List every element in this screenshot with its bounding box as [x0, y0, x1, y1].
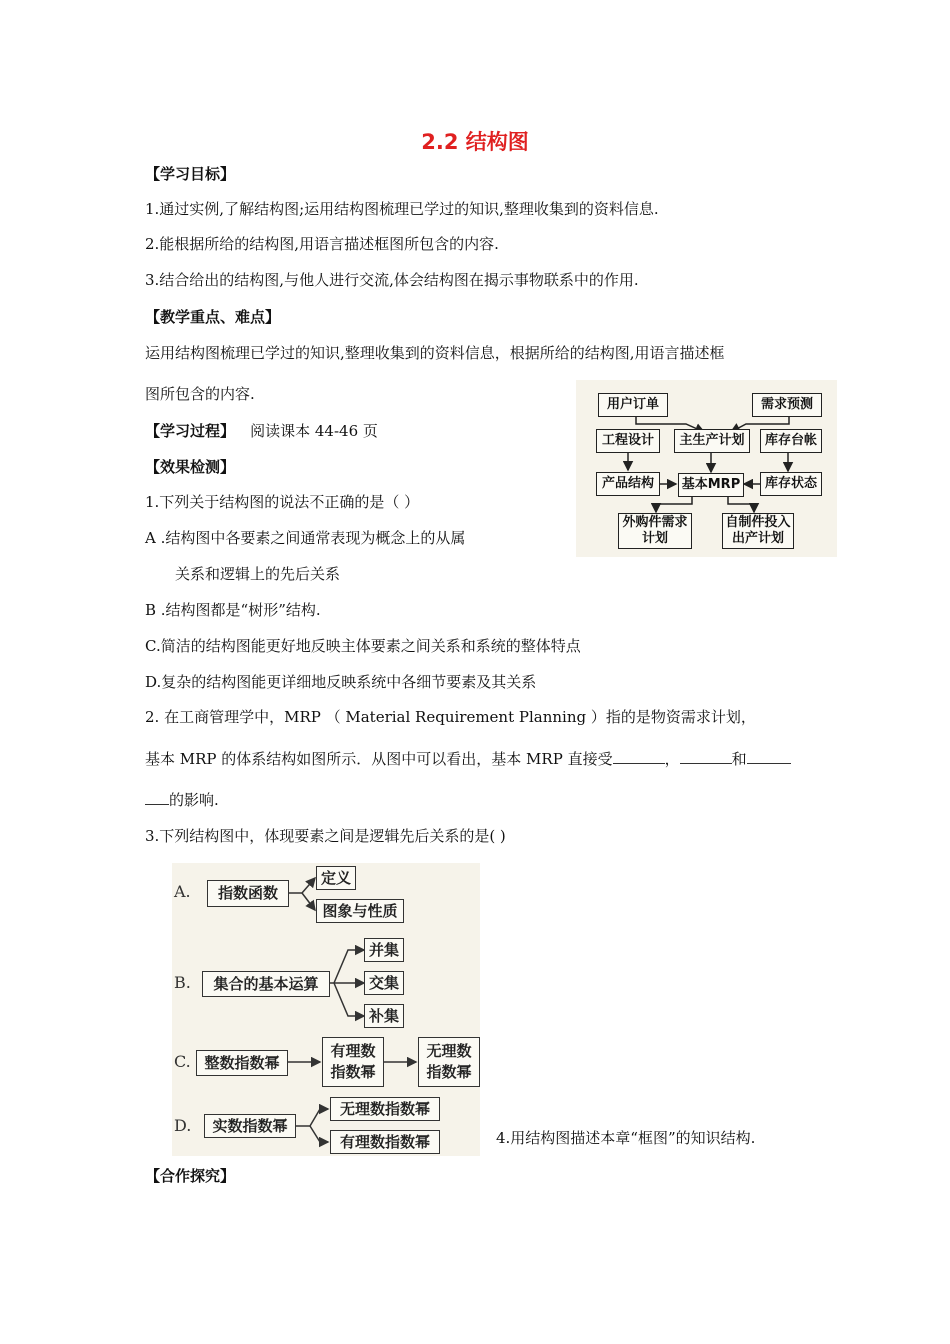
q2-line-2-text: 基本 MRP 的体系结构如图所示．从图中可以看出，基本 MRP 直接受 [145, 750, 613, 768]
goal-2: 2.能根据所给的结构图,用语言描述框图所包含的内容. [145, 235, 499, 253]
q1-option-a-line-1: A .结构图中各要素之间通常表现为概念上的从属 [145, 529, 466, 547]
q2-line-1: 2. 在工商管理学中，MRP （ Material Requirement Planning ）指的是物资需求计划， [145, 708, 756, 726]
q1-option-c: C.简洁的结构图能更好地反映主体要素之间关系和系统的整体特点 [145, 637, 581, 655]
answer-blank-3b[interactable] [145, 790, 169, 805]
option-b-label: B. [174, 973, 191, 992]
option-a-child-2-box: 图象与性质 [316, 899, 404, 923]
option-c-step-3-box: 无理数指数幂 [418, 1037, 480, 1087]
process-text: 阅读课本 44-46 页 [250, 422, 378, 440]
q1-stem: 1.下列关于结构图的说法不正确的是（ ） [145, 493, 420, 511]
process-line [145, 420, 378, 441]
option-a-label: A. [174, 882, 191, 901]
q1-option-d: D.复杂的结构图能更详细地反映系统中各细节要素及其关系 [145, 673, 537, 691]
coop-header: 【合作探究】 [145, 1167, 236, 1185]
answer-blank-1[interactable] [613, 749, 665, 764]
mrp-product-structure-box: 产品结构 [596, 472, 660, 496]
mrp-basic-mrp-box: 基本MRP [678, 473, 744, 497]
q2-separator-1: ， [664, 750, 680, 768]
mrp-demand-forecast-box: 需求预测 [752, 393, 822, 417]
mrp-master-schedule-box: 主生产计划 [674, 429, 750, 453]
option-b-root-box: 集合的基本运算 [202, 971, 330, 997]
mrp-self-made-box: 自制件投入出产计划 [722, 513, 794, 549]
process-header: 【学习过程】 [145, 422, 236, 440]
mrp-user-order-box: 用户订单 [598, 393, 668, 417]
option-d-child-2-box: 有理数指数幂 [330, 1130, 440, 1154]
option-c-step-2-box: 有理数指数幂 [322, 1037, 384, 1087]
key-text-line-2: 图所包含的内容. [145, 385, 255, 403]
check-header: 【效果检测】 [145, 458, 236, 476]
q2-separator-2: 和 [731, 750, 747, 768]
mrp-inventory-status-box: 库存状态 [760, 472, 822, 496]
option-b-child-3-box: 补集 [364, 1004, 404, 1028]
options-diagram [172, 863, 480, 1156]
page-title: 2.2 结构图 [421, 130, 529, 154]
goal-3: 3.结合给出的结构图,与他人进行交流,体会结构图在揭示事物联系中的作用. [145, 271, 639, 289]
option-d-label: D. [174, 1116, 192, 1135]
mrp-engineering-design-box: 工程设计 [596, 429, 660, 453]
goals-header: 【学习目标】 [145, 165, 236, 183]
option-d-child-1-box: 无理数指数幂 [330, 1097, 440, 1121]
q1-option-b: B .结构图都是“树形”结构. [145, 601, 321, 619]
q2-line-2 [145, 749, 791, 769]
q3-stem: 3.下列结构图中，体现要素之间是逻辑先后关系的是( ) [145, 827, 506, 845]
mrp-diagram [576, 380, 837, 557]
option-b-child-2-box: 交集 [364, 971, 404, 995]
answer-blank-2[interactable] [680, 749, 732, 764]
goal-1: 1.通过实例,了解结构图;运用结构图梳理已学过的知识,整理收集到的资料信息. [145, 200, 659, 218]
option-c-step-1-box: 整数指数幂 [196, 1050, 288, 1076]
key-text-line-1: 运用结构图梳理已学过的知识,整理收集到的资料信息，根据所给的结构图,用语言描述框 [145, 344, 725, 362]
option-d-root-box: 实数指数幂 [204, 1114, 296, 1138]
q1-option-a-line-2: 关系和逻辑上的先后关系 [175, 565, 341, 583]
mrp-inventory-ledger-box: 库存台帐 [760, 429, 822, 453]
q2-line-3-text: 的影响. [169, 791, 219, 809]
option-c-label: C. [174, 1052, 191, 1071]
option-b-child-1-box: 并集 [364, 938, 404, 962]
q2-line-3 [145, 790, 219, 810]
mrp-external-purchase-box: 外购件需求计划 [618, 513, 692, 549]
q4-text: 4.用结构图描述本章“框图”的知识结构. [496, 1129, 756, 1147]
key-header: 【教学重点、难点】 [145, 308, 281, 326]
option-a-child-1-box: 定义 [316, 866, 356, 890]
answer-blank-3a[interactable] [747, 749, 791, 764]
option-a-root-box: 指数函数 [207, 880, 289, 907]
